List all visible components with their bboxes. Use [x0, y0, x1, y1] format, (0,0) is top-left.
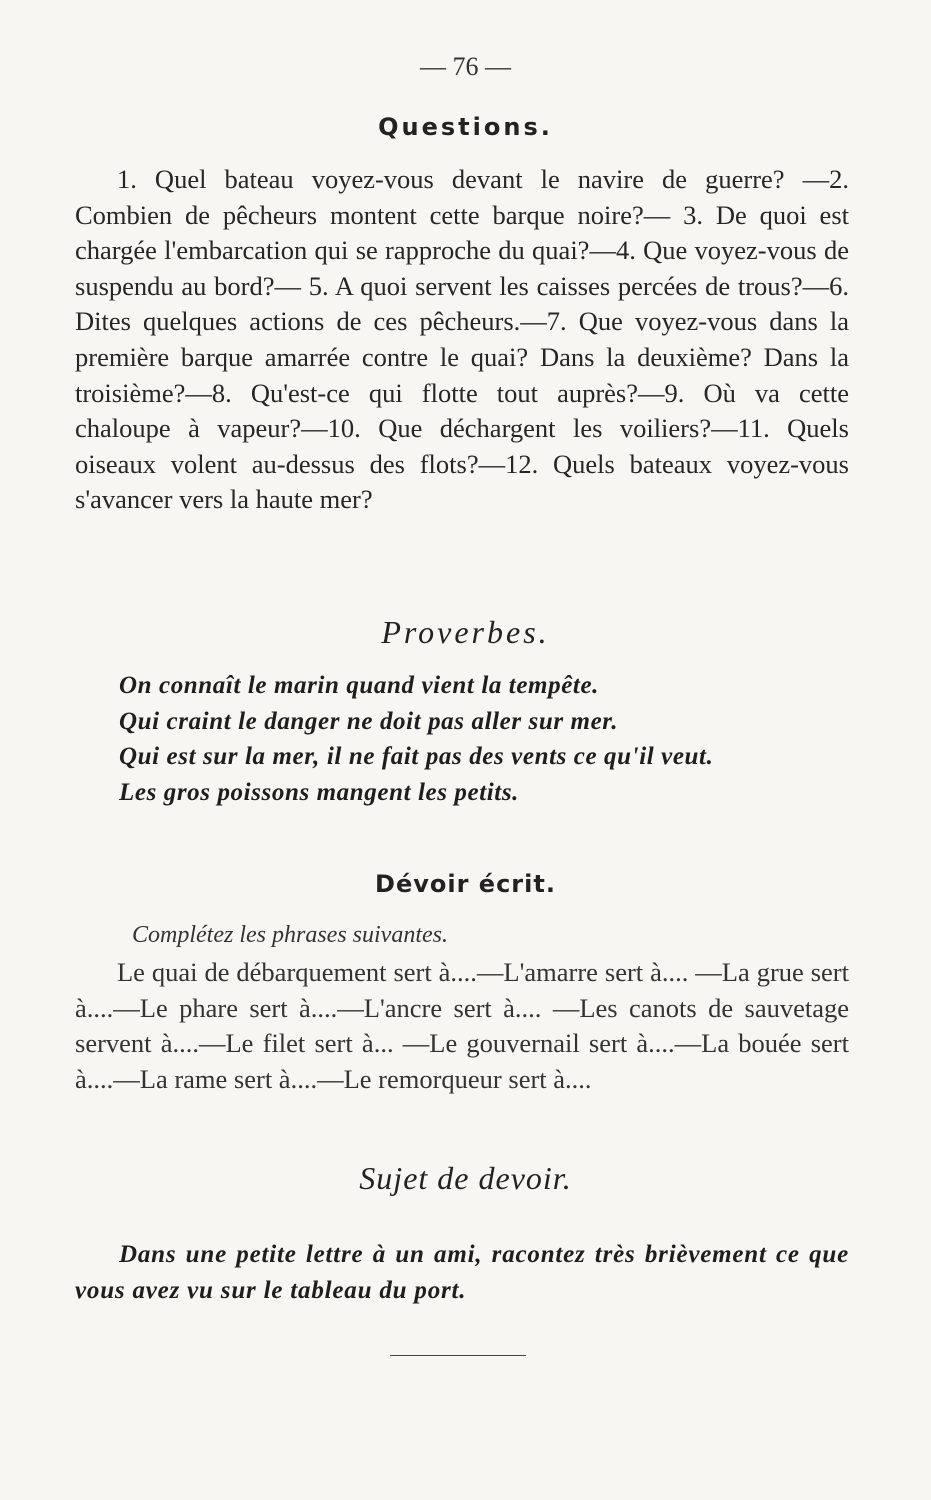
proverb-item: Qui est sur la mer, il ne fait pas des vents ce qu'il veut.: [119, 743, 714, 770]
sujet-text: Dans une petite lettre à un ami, racontez très brièvement ce que vous avez vu sur le tableau du port.: [75, 1241, 849, 1304]
questions-text: 1. Quel bateau voyez-vous devant le navire de guerre? —2. Combien de pêcheurs montent cette barque noire?— 3. De quoi est chargée l'embarcation qui se rapproche du quai?—4. Que voyez-vous de suspendu au bord?— 5. A quoi servent les caisses percées de trous?—6. Dites quelques actions de ces pêcheurs.—7. Que voyez-vous dans la première barque amarrée contre le quai? Dans la deuxième? Dans la troisième?—8. Qu'est-ce qui flotte tout auprès?—9. Où va cette chaloupe à vapeur?—10. Que déchargent les voiliers?—11. Quels oiseaux volent au-dessus des flots?—12. Quels bateaux voyez-vous s'avancer vers la haute mer?: [75, 164, 849, 515]
sujet-heading: Sujet de devoir.: [359, 1160, 572, 1196]
proverb-item: On connaît le marin quand vient la tempête.: [119, 672, 599, 699]
proverb-item: Les gros poissons mangent les petits.: [119, 778, 520, 806]
devoir-ecrit-heading: Dévoir écrit.: [375, 870, 556, 898]
end-rule: [390, 1355, 526, 1356]
questions-heading: Questions.: [378, 113, 553, 141]
proverb-item: Qui craint le danger ne doit pas aller sur mer.: [119, 707, 619, 735]
devoir-instruction: Complétez les phrases suivantes.: [132, 922, 448, 948]
proverbs-list: [75, 668, 849, 810]
page-number: — 76 —: [420, 52, 511, 81]
proverbes-heading: Proverbes.: [381, 614, 550, 650]
devoir-ecrit-text: Le quai de débarquement sert à....—L'amarre sert à.... —La grue sert à....—Le phare sert à....—L'ancre sert à.... —Les canots de sauvetage servent à....—Le filet sert à... —Le gouvernail sert à....—La bouée sert à....—La rame sert à....—Le remorqueur sert à....: [75, 957, 849, 1094]
